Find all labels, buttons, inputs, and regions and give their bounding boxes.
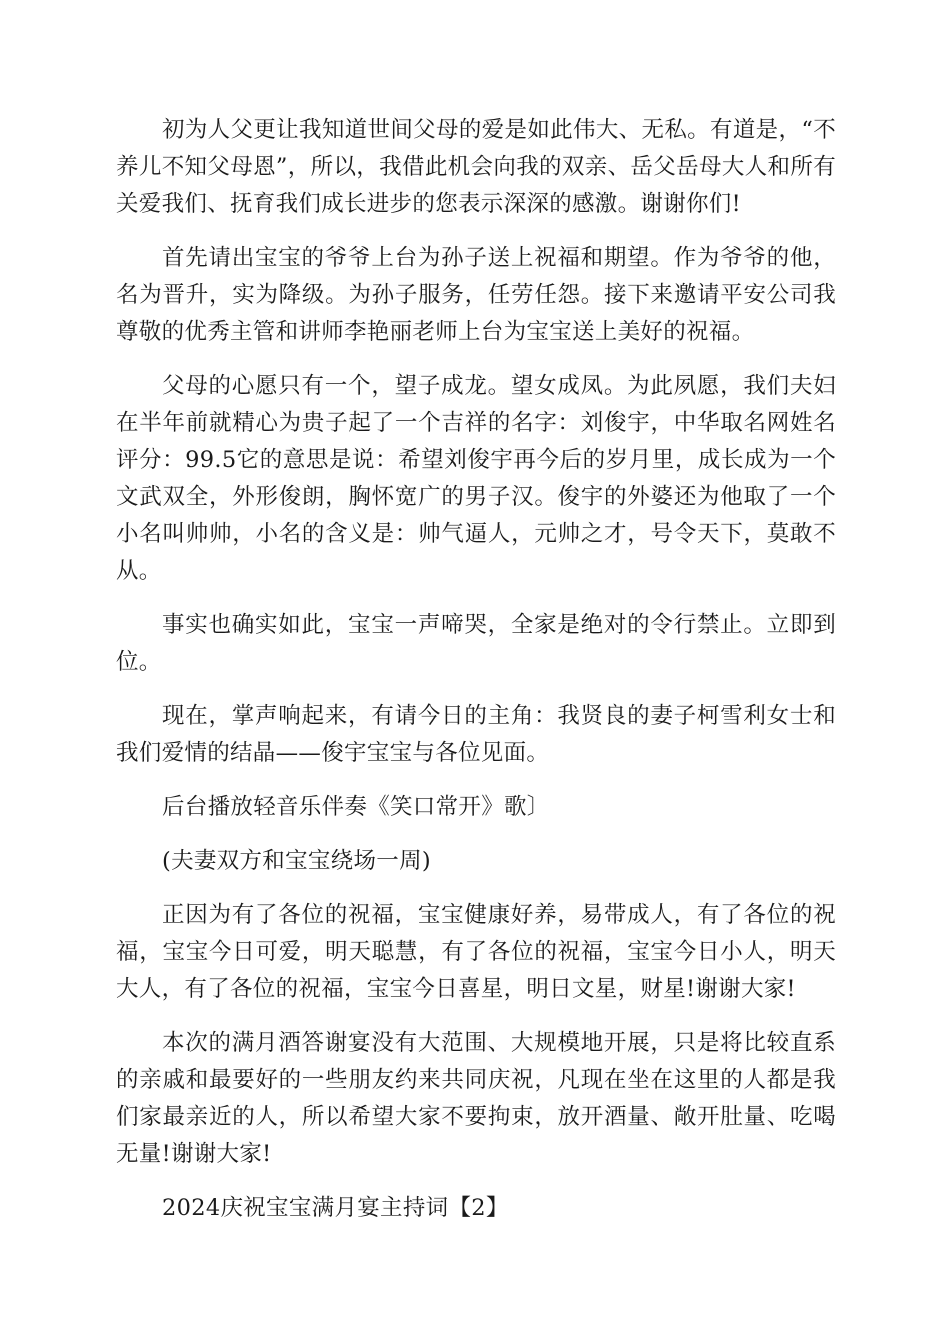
- paragraph-family-order: 事实也确实如此，宝宝一声啼哭，全家是绝对的令行禁止。立即到位。: [116, 612, 836, 675]
- paragraph-grandfather-invitation: 首先请出宝宝的爷爷上台为孙子送上祝福和期望。作为爷爷的他，名为晋升，实为降级。为孙子服务，任劳任怨。接下来邀请平安公司我尊敬的优秀主管和讲师李艳丽老师上台为宝宝送上美好的祝福。: [116, 245, 836, 345]
- paragraph-blessings: 正因为有了各位的祝福，宝宝健康好养，易带成人，有了各位的祝福，宝宝今日可爱，明天聪慧，有了各位的祝福，宝宝今日小人，明天大人，有了各位的祝福，宝宝今日喜星，明日文星，财星!谢谢大家!: [116, 902, 836, 1002]
- paragraph-introduce-wife-baby: 现在，掌声响起来，有请今日的主角：我贤良的妻子柯雪利女士和我们爱情的结晶——俊宇宝宝与各位见面。: [116, 703, 836, 766]
- document-body: [116, 112, 836, 1244]
- stage-direction-music: 后台播放轻音乐伴奏《笑口常开》歌〕: [162, 794, 550, 820]
- section-heading: 2024庆祝宝宝满月宴主持词【2】: [162, 1195, 509, 1221]
- paragraph-baby-name: 父母的心愿只有一个，望子成龙。望女成凤。为此夙愿，我们夫妇在半年前就精心为贵子起了一个吉祥的名字：刘俊宇，中华取名网姓名评分：99.5它的意思是说：希望刘俊宇再今后的岁月里，成长成为一个文武双全，外形俊朗，胸怀宽广的男子汉。俊宇的外婆还为他取了一个小名叫帅帅，小名的含义是：帅气逼人，元帅之才，号令天下，莫敢不从。: [116, 373, 836, 584]
- stage-direction-walk: (夫妻双方和宝宝绕场一周): [162, 848, 431, 874]
- paragraph-closing-thanks: 本次的满月酒答谢宴没有大范围、大规模地开展，只是将比较直系的亲戚和最要好的一些朋友约来共同庆祝，凡现在坐在这里的人都是我们家最亲近的人，所以希望大家不要拘束，放开酒量、敞开肚量、吃喝无量!谢谢大家!: [116, 1030, 836, 1167]
- paragraph-gratitude: 初为人父更让我知道世间父母的爱是如此伟大、无私。有道是，“不养儿不知父母恩”，所以，我借此机会向我的双亲、岳父岳母大人和所有关爱我们、抚育我们成长进步的您表示深深的感激。谢谢你们!: [116, 117, 836, 217]
